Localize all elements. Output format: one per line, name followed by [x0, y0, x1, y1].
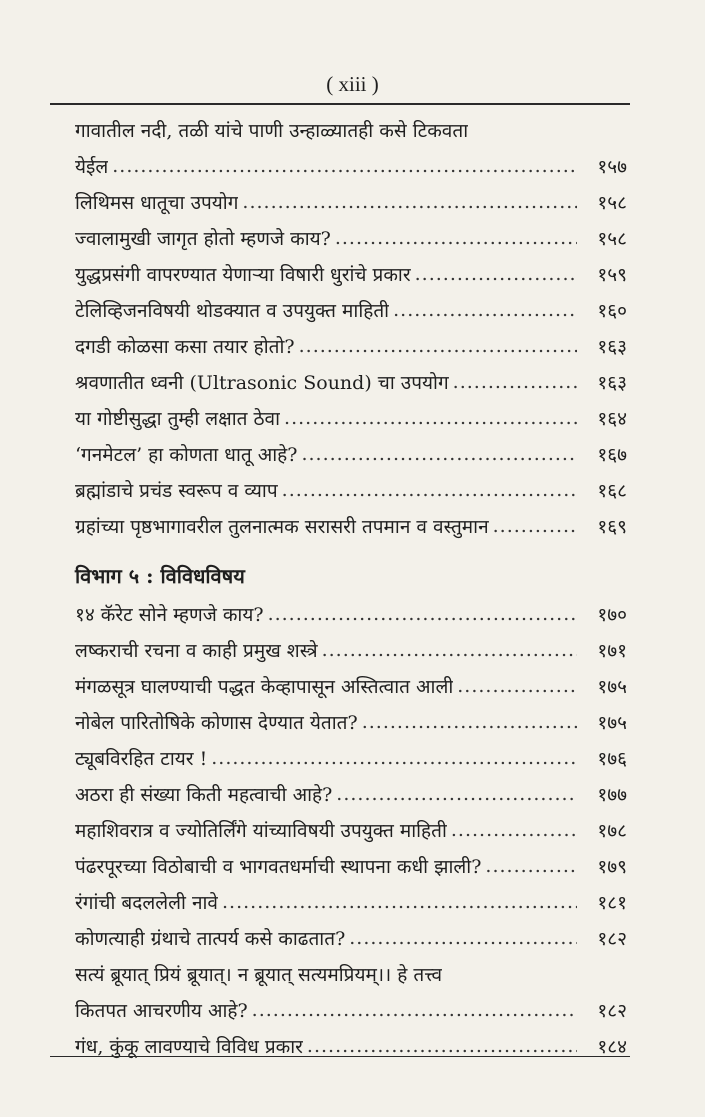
toc-page-number: १६८	[597, 480, 627, 502]
toc-entry-title: युद्धप्रसंगी वापरण्यात येणाऱ्या विषारी धुरांचे प्रकार	[75, 264, 411, 286]
toc-entry-title: सत्यं ब्रूयात् प्रियं ब्रूयात्। न ब्रूयात् सत्यमप्रियम्।। हे तत्त्व	[75, 964, 443, 986]
toc-entry	[75, 436, 627, 472]
toc-entry-title: मंगळसूत्र घालण्याची पद्धत केव्हापासून अस्तित्वात आली	[75, 676, 454, 698]
toc-entry-title: कोणत्याही ग्रंथाचे तात्पर्य कसे काढतात?	[75, 928, 346, 950]
toc-page-number: १६४	[597, 408, 627, 430]
toc-entry	[75, 112, 627, 148]
toc-entry	[75, 812, 627, 848]
leader-dots	[301, 443, 577, 465]
leader-dots	[112, 155, 577, 177]
leader-dots	[268, 603, 577, 625]
toc-entry	[75, 148, 627, 184]
toc-entry-title: लष्कराची रचना व काही प्रमुख शस्त्रे	[75, 640, 318, 662]
toc-page-number: १७१	[597, 640, 627, 662]
toc-entry-title: ‘गनमेटल’ हा कोणता धातू आहे?	[75, 444, 298, 466]
toc-entry-title: ब्रह्मांडाचे प्रचंड स्वरूप व व्याप	[75, 480, 278, 502]
toc-entry	[75, 740, 627, 776]
leader-dots	[453, 371, 577, 393]
toc-page-number: १७०	[597, 604, 627, 626]
toc-page-number: १७५	[597, 712, 627, 734]
toc-page-number: १५७	[597, 156, 627, 178]
toc-entry-title-cont: येईल	[75, 156, 109, 178]
leader-dots	[457, 675, 577, 697]
toc-page-number: १८४	[597, 1036, 627, 1058]
toc-page-number: १७८	[597, 820, 627, 842]
toc-entry	[75, 884, 627, 920]
toc-entry	[75, 184, 627, 220]
toc-entry-title: महाशिवरात्र व ज्योतिर्लिंगे यांच्याविषयी उपयुक्त माहिती	[75, 820, 447, 842]
toc-entry	[75, 848, 627, 884]
leader-dots	[335, 227, 577, 249]
toc-entry	[75, 472, 627, 508]
toc-page-number: १६३	[597, 336, 627, 358]
toc-page-number: १५९	[597, 264, 627, 286]
toc-page-number: १८२	[597, 1000, 627, 1022]
toc-page-number: १६३	[597, 372, 627, 394]
toc-entry	[75, 596, 627, 632]
leader-dots	[322, 639, 577, 661]
leader-dots	[485, 855, 577, 877]
toc-page-number: १५८	[597, 192, 627, 214]
leader-dots	[282, 479, 577, 501]
toc-page-number: १७९	[597, 856, 627, 878]
leader-dots	[252, 999, 577, 1021]
toc-entry-title: गावातील नदी, तळी यांचे पाणी उन्हाळ्यातही कसे टिकवता	[75, 120, 469, 142]
toc-page-number: १६७	[597, 444, 627, 466]
leader-dots	[307, 1035, 577, 1057]
toc-entry-title: श्रवणातीत ध्वनी (Ultrasonic Sound) चा उपयोग	[75, 372, 449, 394]
footer-rule	[50, 1056, 630, 1057]
leader-dots	[211, 747, 577, 769]
toc-entry	[75, 1028, 627, 1064]
toc-entry-title-cont: कितपत आचरणीय आहे?	[75, 1000, 248, 1022]
toc-entry-title: १४ कॅरेट सोने म्हणजे काय?	[75, 604, 264, 626]
leader-dots	[299, 335, 577, 357]
toc-entry	[75, 920, 627, 956]
toc-entry	[75, 328, 627, 364]
toc-entry	[75, 364, 627, 400]
toc-entry-title: नोबेल पारितोषिके कोणास देण्यात येतात?	[75, 712, 358, 734]
leader-dots	[242, 191, 577, 213]
table-of-contents	[75, 112, 627, 1064]
toc-page-number: १७७	[597, 784, 627, 806]
toc-entry	[75, 508, 627, 544]
toc-entry	[75, 668, 627, 704]
toc-entry-title: ज्वालामुखी जागृत होतो म्हणजे काय?	[75, 228, 331, 250]
toc-entry-title: लिथिमस धातूचा उपयोग	[75, 192, 239, 214]
toc-entry-title: या गोष्टीसुद्धा तुम्ही लक्षात ठेवा	[75, 408, 281, 430]
section-heading: विभाग ५ : विविधविषय	[75, 563, 245, 588]
leader-dots	[336, 783, 577, 805]
leader-dots	[493, 515, 577, 537]
toc-page-number: १५८	[597, 228, 627, 250]
toc-entry-title: ट्यूबविरहित टायर !	[75, 748, 208, 770]
toc-page-number: १६९	[597, 516, 627, 538]
toc-page-number: १८२	[597, 928, 627, 950]
header-rule	[50, 103, 630, 105]
leader-dots	[284, 407, 577, 429]
leader-dots	[222, 891, 577, 913]
toc-entry	[75, 992, 627, 1028]
toc-entry-title: दगडी कोळसा कसा तयार होतो?	[75, 336, 295, 358]
toc-entry	[75, 956, 627, 992]
toc-entry-title: गंध, कुंकू लावण्याचे विविध प्रकार	[75, 1036, 303, 1058]
toc-entry	[75, 400, 627, 436]
toc-page-number: १७५	[597, 676, 627, 698]
toc-entry-title: टेलिव्हिजनविषयी थोडक्यात व उपयुक्त माहिती	[75, 300, 390, 322]
leader-dots	[393, 299, 577, 321]
leader-dots	[362, 711, 577, 733]
leader-dots	[349, 927, 577, 949]
leader-dots	[451, 819, 577, 841]
toc-entry	[75, 292, 627, 328]
toc-entry	[75, 256, 627, 292]
toc-entry	[75, 220, 627, 256]
toc-entry-title: पंढरपूरच्या विठोबाची व भागवतधर्माची स्थापना कधी झाली?	[75, 856, 482, 878]
page-number: ( xiii )	[326, 72, 379, 96]
toc-entry-title: रंगांची बदललेली नावे	[75, 892, 218, 914]
toc-entry	[75, 704, 627, 740]
section-gap	[75, 544, 627, 554]
toc-page-number: १७६	[597, 748, 627, 770]
toc-page-number: १६०	[597, 300, 627, 322]
toc-entry-title: ग्रहांच्या पृष्ठभागावरील तुलनात्मक सरासरी तपमान व वस्तुमान	[75, 516, 489, 538]
leader-dots	[415, 263, 577, 285]
toc-entry	[75, 776, 627, 812]
toc-page-number: १८१	[597, 892, 627, 914]
toc-entry-title: अठरा ही संख्या किती महत्वाची आहे?	[75, 784, 333, 806]
toc-entry	[75, 632, 627, 668]
